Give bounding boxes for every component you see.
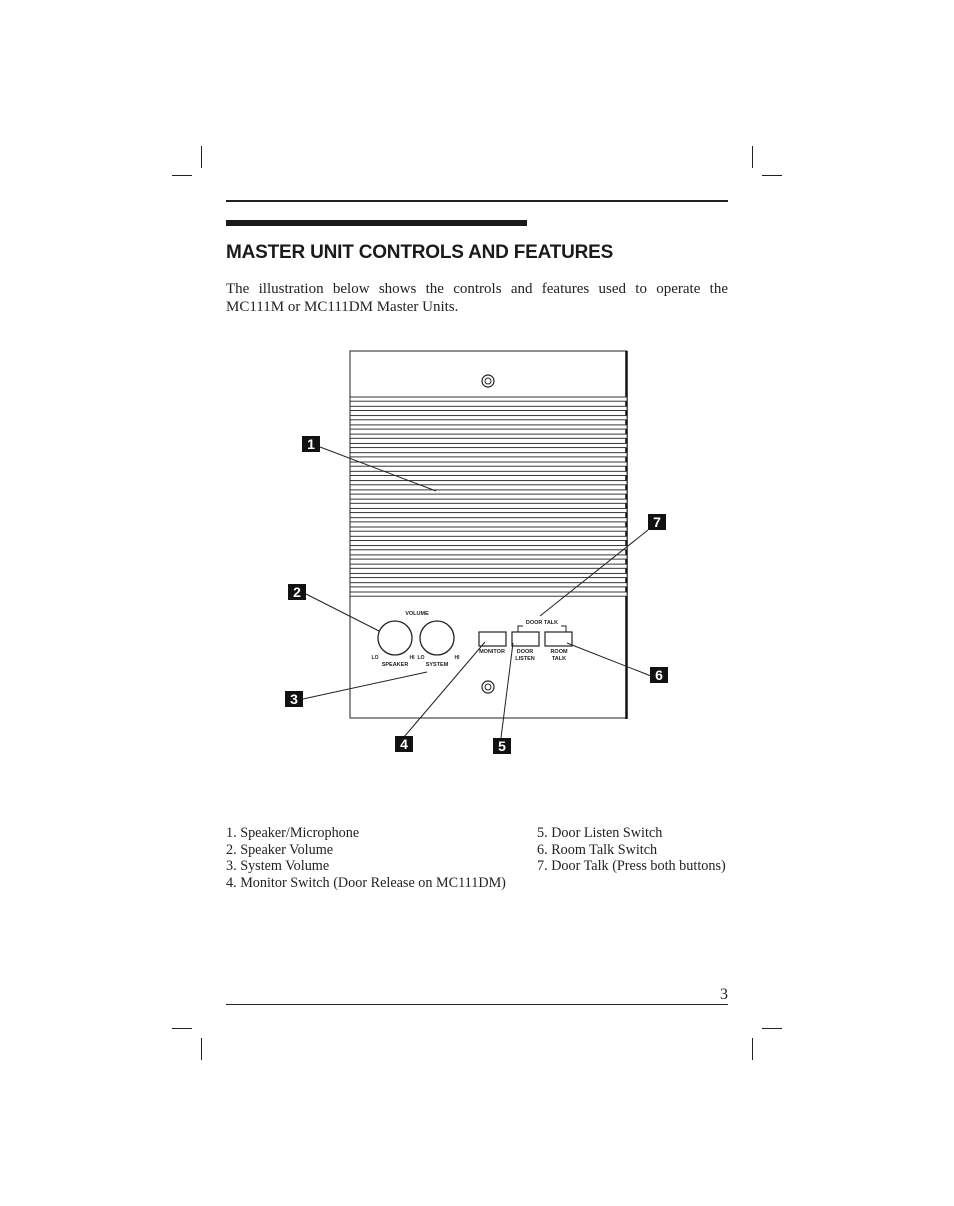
grille-slot bbox=[350, 546, 627, 550]
grille-slot bbox=[350, 443, 627, 447]
callout-2 bbox=[288, 584, 306, 600]
legend-right-list bbox=[537, 825, 726, 875]
grille-slot bbox=[350, 555, 627, 559]
svg-text:5: 5 bbox=[498, 738, 506, 754]
callout-7 bbox=[648, 514, 666, 530]
grille-slot bbox=[350, 416, 627, 420]
system-hi-label: HI bbox=[454, 655, 460, 661]
system-volume-knob[interactable] bbox=[420, 621, 454, 655]
grille-slot bbox=[350, 471, 627, 475]
speaker-lo-label: LO bbox=[371, 655, 379, 661]
grille-slot bbox=[350, 425, 627, 429]
speaker-label: SPEAKER bbox=[381, 662, 409, 668]
legend-left-list bbox=[226, 825, 506, 892]
callout-4 bbox=[395, 736, 413, 752]
callout-1 bbox=[302, 436, 320, 452]
legend-item: 6. Room Talk Switch bbox=[537, 841, 658, 858]
grille-slot bbox=[350, 490, 627, 494]
svg-text:3: 3 bbox=[290, 691, 298, 707]
door-talk-label: DOOR TALK bbox=[525, 620, 559, 626]
page-title: MASTER UNIT CONTROLS AND FEATURES bbox=[226, 242, 614, 263]
legend-item: 1. Speaker/Microphone bbox=[226, 825, 360, 841]
listen-label: LISTEN bbox=[515, 656, 535, 662]
grille-slot bbox=[350, 499, 627, 503]
grille-slot bbox=[350, 434, 627, 438]
system-lo-label: LO bbox=[417, 655, 425, 661]
grille-slot bbox=[350, 462, 627, 466]
grille-slot bbox=[350, 518, 627, 522]
footer-rule bbox=[226, 1004, 728, 1005]
grille-slot bbox=[350, 592, 627, 596]
speaker-hi-label: HI bbox=[409, 655, 415, 661]
svg-text:4: 4 bbox=[400, 736, 408, 752]
grille-slot bbox=[350, 536, 627, 540]
talk-label: TALK bbox=[551, 656, 567, 662]
grille-slot bbox=[350, 527, 627, 531]
speaker-volume-knob[interactable] bbox=[378, 621, 412, 655]
svg-text:2: 2 bbox=[293, 584, 301, 600]
grille-slot bbox=[350, 397, 627, 401]
door-listen-switch[interactable] bbox=[512, 632, 539, 646]
intro-paragraph: The illustration below shows the controls and features used to operate the MC111M or MC111DM Master Units. bbox=[226, 281, 728, 315]
grille-slot bbox=[350, 508, 627, 512]
grille-slot bbox=[350, 573, 627, 577]
page-number: 3 bbox=[720, 986, 728, 1003]
legend-item: 5. Door Listen Switch bbox=[537, 825, 663, 841]
callout-5 bbox=[493, 738, 511, 754]
callout-3 bbox=[285, 691, 303, 707]
grille-slot bbox=[350, 406, 627, 410]
svg-text:6: 6 bbox=[655, 667, 663, 683]
legend-item: 4. Monitor Switch (Door Release on MC111DM) bbox=[226, 875, 506, 892]
legend-item: 7. Door Talk (Press both buttons) bbox=[537, 858, 726, 875]
system-label: SYSTEM bbox=[425, 662, 449, 668]
grille-slot bbox=[350, 453, 627, 457]
legend-item: 3. System Volume bbox=[226, 858, 330, 875]
grille-slot bbox=[350, 564, 627, 568]
grille-slot bbox=[350, 481, 627, 485]
door-label: DOOR bbox=[516, 649, 534, 655]
grille-slot bbox=[350, 583, 627, 587]
legend-item: 2. Speaker Volume bbox=[226, 841, 334, 858]
monitor-label: MONITOR bbox=[479, 649, 505, 655]
callout-6 bbox=[650, 667, 668, 683]
room-label: ROOM bbox=[550, 649, 568, 655]
svg-text:1: 1 bbox=[307, 436, 315, 452]
volume-label: VOLUME bbox=[405, 611, 429, 617]
svg-text:7: 7 bbox=[653, 514, 661, 530]
